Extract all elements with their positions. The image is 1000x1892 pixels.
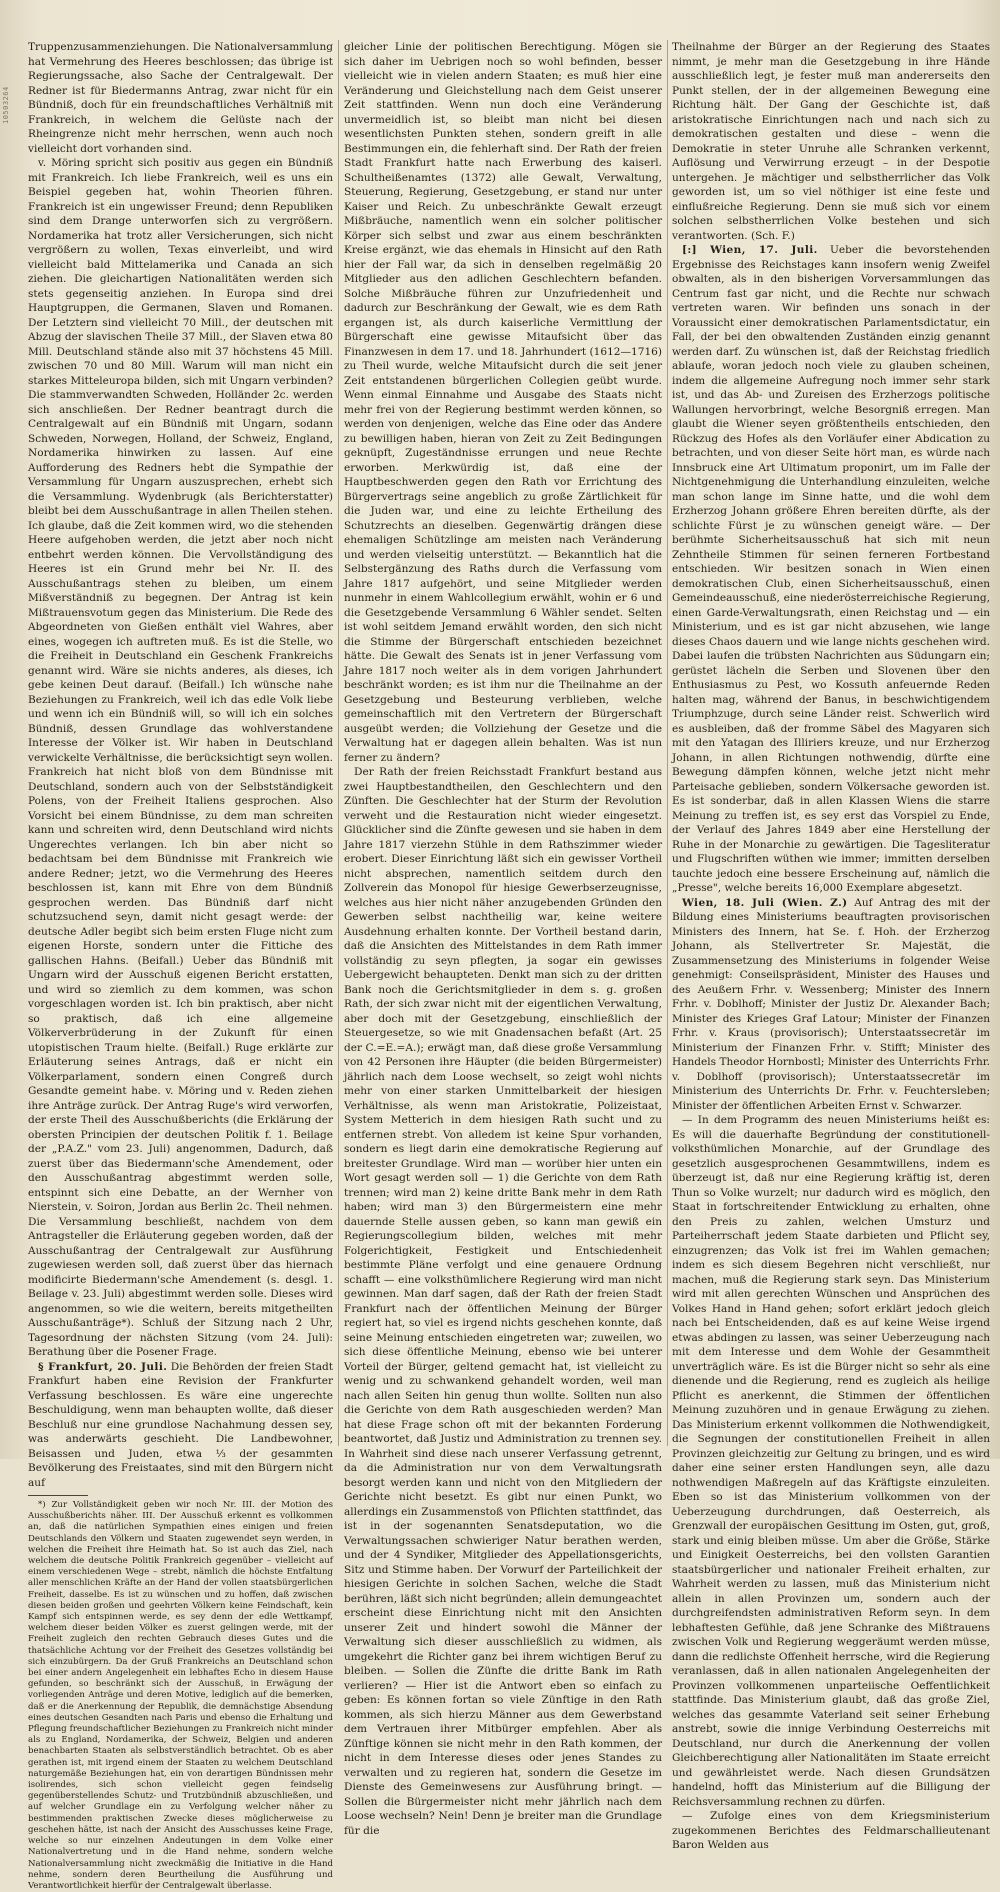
footnote-rule	[28, 1495, 88, 1496]
archive-number: 10503264	[2, 86, 10, 124]
paragraph: Theilnahme der Bürger an der Regierung des Staates nimmt, je mehr man die Gesetzgebung in ihre Hände ausschließlich legt, je fester muß man andererseits den Punkt stellen, der in der allgemeinen Bewegung eine Richtung hält. Der Gang der Geschichte ist, daß aristokratische Einrichtungen nach und nach sich zu demokratischen gestalten und diese – wenn die Demokratie in steter Unruhe alle Schranken verkennt, Auflösung und Verwirrung erzeugt – in der Despotie untergehen. Je mächtiger und selbstherrlicher das Volk geworden ist, um so viel nöthiger ist eine feste und einflußreiche Regierung. Denn sie muß sich vor einem solchen selbstherrlichen Volke bestehen und sich verantworten. (Sch. F.)	[672, 41, 990, 242]
paragraph: — Zufolge eines von dem Kriegsministerium zugekommenen Berichtes des Feldmarschallieutenant Baron Welden aus	[672, 1810, 990, 1851]
column-rule-left	[338, 40, 339, 1446]
article-frankfurt	[28, 1360, 333, 1491]
dateline: § Frankfurt, 20. Juli.	[38, 1360, 168, 1373]
paragraph: — In dem Programm des neuen Ministeriums heißt es: Es will die dauerhafte Begründung der constitutionell-volksthümlichen Monarchie, auf der Grundlage des gesetzlich ausgesprochenen Gesammtwillens, indem es überzeugt ist, daß nur eine Regierung kräftig ist, deren Thun so Volke wurzelt; nur dadurch wird es möglich, den Staat in fortschreitender Entwicklung zu erhalten, ohne den Preis zu zahlen, welchen Umsturz und Parteiherrschaft jedem Staate darbieten und Pflicht sey, einzugrenzen; das Volk ist frei im Wahlen gemachen; indem es sich diesem Begehren nicht verschließt, nur machen, muß die Regierung stark seyn. Das Ministerium wird mit allen gerechten Wünschen und Ansprüchen des Volkes Hand in Hand gehen; sofort erklärt jedoch gleich nach bei Entscheidenden, daß es auf keine Weise irgend etwas abdingen zu lassen, was seiner Ueberzeugung nach mit dem Interesse und dem Wohle der Gesammtheit unverträglich wäre. Es ist die Bürger nicht so sehr als eine dienende und die Regierung, rend es zugleich als heilige Pflicht es anerkennt, die Stimmen der öffentlichen Meinung zuzuhören und in genaue Erwägung zu ziehen. Das Ministerium erkennt vollkommen die Nothwendigkeit, die Segnungen der constitutionellen Freiheit in allen Provinzen gleichzeitig zur Geltung zu bringen, und es wird daher eine seiner ersten Handlungen seyn, alle dazu nothwendigen Maßregeln auf das Kräftigste einzuleiten. Eben so ist das Ministerium vollkommen von der Ueberzeugung durchdrungen, daß Oesterreich, als Grenzwall der europäischen Gesittung im Osten, gut, groß, stark und einig bleiben müsse. Um aber die Größe, Stärke und Einigkeit Oesterreichs, bei den vollsten Garantien staatsbürgerlicher und nationaler Freiheit erhalten, zur Wahrheit werden zu lassen, muß das Ministerium nicht allein in allen Provinzen um, sondern auch der durchgreifendsten administrativen Reform seyn. In dem lebhaftesten Gefühle, daß jene Schranke des Mißtrauens zwischen Volk und Regierung weggeräumt werden müsse, dann die redlichste Offenheit herrsche, wird die Regierung veranlassen, daß in allen nationalen Angelegenheiten der Provinzen vollkommenen unparteiische Oeffentlichkeit stattfinde. Das Ministerium glaubt, daß das große Ziel, welches das gesammte Vaterland seit seiner Erhebung anstrebt, sowie die innige Verbindung Oesterreichs mit Deutschland, nur durch die Anerkennung der vollen Gleichberechtigung aller Nationalitäten im Staate erreicht und gewährleistet werde. Nach diesen Grundsätzen handelnd, hofft das Ministerium auf die Billigung der Reichsversammlung rechnen zu dürfen.	[672, 1114, 990, 1808]
column-2	[344, 40, 662, 1837]
dateline: [:] Wien, 17. Juli.	[682, 244, 818, 256]
article-wien-18	[672, 896, 990, 1114]
paragraph: v. Möring spricht sich positiv aus gegen ein Bündniß mit Frankreich. Ich liebe Frankreich, weil es uns ein Beispiel gegeben hat, wohin Theorien führen. Frankreich ist ein ungewisser Freund; denn Republiken sind dem Drange unterworfen sich zu vergrößern. Nordamerika hat trotz aller Versicherungen, sich nicht vergrößern zu wollen, Texas einverleibt, und wird vielleicht bald Mittelamerika und Canada an sich ziehen. Die gleichartigen Nationalitäten werden sich stets gegenseitig anziehen. In Europa sind drei Hauptgruppen, die Germanen, Slaven und Romanen. Der Letztern sind vielleicht 70 Mill., der deutschen mit Abzug der slavischen Theile 37 Mill., der Slaven etwa 80 Mill. Deutschland stände also mit 37 höchstens 45 Mill. zwischen 70 und 80 Mill. Warum will man nicht ein starkes Mitteleuropa bilden, sich mit Ungarn verbinden? Die stammverwandten Schweden, Holländer 2c. werden sich anschließen. Der Redner beantragt durch die Centralgewalt auf ein Bündniß mit Ungarn, sodann Schweden, Norwegen, Holland, der Schweiz, England, Nordamerika hinwirken zu lassen. Auf eine Aufforderung des Redners hebt die Sympathie der Versammlung für Ungarn auszusprechen, erhebt sich die Versammlung. Wydenbrugk (als Berichterstatter) bleibt bei dem Ausschußantrage in allen Theilen stehen. Ich glaube, daß die Zeit kommen wird, wo die stehenden Heere aufgehoben werden, die jetzt aber noch nicht entbehrt werden können. Die Vervollständigung des Heeres ist ein Grund mehr bei Nr. II. des Ausschußantrags stehen zu bleiben, um einem Mißverständniß zu begegnen. Der Antrag ist kein Mißtrauensvotum gegen das Ministerium. Die Rede des Abgeordneten von Gießen enthält viel Wahres, aber eines, wogegen ich auftreten muß. Es ist die Stelle, wo die Freiheit in Deutschland ein Geschenk Frankreichs genannt wird. Wäre sie nichts anderes, als dieses, ich gebe keinen Deut darauf. (Beifall.) Ich wünsche nahe Beziehungen zu Frankreich, weil ich das edle Volk liebe und wenn ich ein Bündniß will, so will ich ein solches Bündniß, dessen Grundlage das wohlverstandene Interesse der Völker ist. Wir haben in Deutschland verwickelte Verhältnisse, die berücksichtigt seyn wollen. Frankreich hat nicht bloß von dem Bündnisse mit Deutschland, sondern auch von der Selbstständigkeit Polens, von der Freiheit Italiens gesprochen. Also Vorsicht bei einem Bündnisse, zu dem man schreiten kann und schreiten wird, denn Deutschland wird nichts Ungerechtes verlangen. Ich bin aber nicht so bedachtsam bei dem Bündnisse mit Frankreich wie andere Redner; jetzt, wo die Vermehrung des Heeres beschlossen ist, kann mit Ehre von dem Bündniß gesprochen werden. Das Bündniß darf nicht schutzsuchend seyn, damit nicht gesagt werde: der deutsche Adler begibt sich beim ersten Fluge nicht zum eigenen Horste, sondern unter die Fittiche des gallischen Hahns. (Beifall.) Ueber das Bündniß mit Ungarn wird der Ausschuß eigenen Bericht erstatten, und wird so ziemlich zu dem kommen, was schon vorgeschlagen worden ist. Ich bin praktisch, aber nicht so praktisch, daß ich eine allgemeine Völkerverbrüderung in der Zukunft für einen utopistischen Traum hielte. (Beifall.) Ruge erklärte zur Erläuterung seines Antrags, daß er nicht ein Völkerparlament, sondern einen Congreß durch Gesandte gemeint habe. v. Möring und v. Reden ziehen ihre Anträge zurück. Der Antrag Ruge's wird verworfen, der erste Theil des Ausschußberichts (die Erklärung der obersten Principien der deutschen Politik f. 1. Beilage der „P.A.Z." vom 23. Juli) angenommen, Dadurch, daß zuerst über das Biedermann'sche Amendement, oder den Ausschußantrag abgestimmt werden solle, entspinnt sich eine Debatte, an der Wernher von Nierstein, v. Soiron, Jordan aus Berlin 2c. Theil nehmen. Die Versammlung beschließt, nachdem von dem Antragsteller die Erläuterung gegeben worden, daß der Ausschußantrag der Centralgewalt zur Ausführung zugewiesen werden soll, daß zuerst über das hiernach modificirte Biedermann'sche Amendement (s. desgl. 1. Beilage v. 23. Juli) abgestimmt werden solle. Dieses wird angenommen, so wie die weitern, bereits mitgetheilten Ausschußanträge*). Schluß der Sitzung nach 2 Uhr, Tagesordnung der nächsten Sitzung (vom 24. Juli): Berathung über die Posener Frage.	[28, 157, 333, 1358]
footnote-text: *) Zur Vollständigkeit geben wir noch Nr. III. der Motion des Ausschußberichts näher. III. Der Ausschuß erkennt es vollkommen an, daß die natürlichen Sympathien eines einigen und freien Deutschlands den Völkern und Staaten zugewendet seyn werden, in welchen die Freiheit ihre Heimath hat. So ist auch das Ziel, nach welchem die deutsche Politik Frankreich gegenüber – vielleicht auf einem verschiedenen Wege – strebt, nämlich die höchste Entfaltung aller menschlichen Kräfte an der Hand der vollen staatsbürgerlichen Freiheit, dasselbe. Es ist zu wünschen und zu hoffen, daß zwischen diesen beiden großen und geehrten Völkern keine Feindschaft, kein Kampf sich entspinnen werde, es sey denn der edle Wettkampf, welchem dieser beiden Völker es zuerst gelingen werde, mit der Freiheit zugleich den rechten Gebrauch dieses Gutes und die thatsächliche Achtung vor der Freiheit des Gesetzes vollständig bei sich einzubürgern. Da der Gruß Frankreichs an Deutschland schon bei einer andern Angelegenheit ein lebhaftes Echo in diesem Hause gefunden, so beschränkt sich der Ausschuß, in Erwägung der vorliegenden Anträge und deren Motive, lediglich auf die bemerken, daß er die Anerkennung der Republik, die demnächstige Absendung eines deutschen Gesandten nach Paris und ebenso die Erhaltung und Pflegung freundschaftlicher Beziehungen zu Frankreich nicht minder als zu England, Nordamerika, der Schweiz, Belgien und anderen benachbarten Staaten als selbstverständlich betrachtet. Ob es aber gerathen ist, mit irgend einem der Staaten zu welchem Deutschland naturgemäße Beziehungen hat, ein von derartigen Bündnissen mehr isolirendes, sich schon vielleicht gegen feindselig gegenüberstellendes Schutz- und Trutzbündniß abzuschließen, und auf welcher Grundlage ein zu Verfolgung welcher näher zu bestimmenden praktischen Zwecke dieses möglicherweise zu geschehen hätte, ist nach der Ansicht des Ausschusses keine Frage, welche so nur einzelnen Andeutungen in dem Volke einer Nationalvertretung und in die Hand nehme, sondern welche Nationalversammlung nicht zweckmäßig die Initiative in die Hand nehme, sondern deren Beurtheilung die Ausführung und Verantwortlichkeit hierfür der Centralgewalt überlasse.	[28, 1500, 333, 1891]
paragraph: Truppenzusammenziehungen. Die Nationalversammlung hat Vermehrung des Heeres beschlossen; das übrige ist Regierungssache, also Sache der Centralgewalt. Der Redner ist für Biedermanns Antrag, zwar nicht für ein Bündniß, doch für ein freundschaftliches Verhältniß mit Frankreich, in welchem die Gelüste nach der Rheingrenze nicht mehr herrschen, wenn auch noch vielleicht dort vorhanden sind.	[28, 41, 333, 155]
column-3	[672, 40, 990, 1851]
dateline: Wien, 18. Juli (Wien. Z.)	[682, 896, 848, 909]
paragraph: gleicher Linie der politischen Berechtigung. Mögen sie sich daher im Uebrigen noch so wohl befinden, besser vielleicht wie in vielen andern Staaten; es muß hier eine Veränderung und Gleichstellung nach dem Geist unserer Zeit stattfinden. Wenn nun doch eine Veränderung unvermeidlich ist, so bleibt man nicht bei diesen wesentlichsten Punkten stehen, sondern greift in alle Bestimmungen ein, die fehlerhaft sind. Der Rath der freien Stadt Frankfurt hatte nach Erwerbung des kaiserl. Schultheißenamtes (1372) alle Gewalt, Verwaltung, Steuerung, Regierung, Gesetzgebung, er stand nur unter Kaiser und Reich. Zu unbeschränkte Gewalt erzeugt Mißbräuche, namentlich wenn ein solcher politischer Körper sich selbst und zwar aus einem beschränkten Kreise ergänzt, wie das ehemals in Hinsicht auf den Rath hier der Fall war, da sich in denselben regelmäßig 20 Mitglieder aus den adlichen Geschlechtern befanden. Solche Mißbräuche führen zur Unzufriedenheit und dadurch zur Beschränkung der Gewalt, wie es dem Rath ergangen ist, als durch kaiserliche Vermittlung der Bürgerschaft eine gewisse Mitaufsicht über das Finanzwesen in dem 17. und 18. Jahrhundert (1612—1716) zu Theil wurde, welche Mitaufsicht durch die seit jener Zeit entstandenen bürgerlichen Collegien geübt wurde. Wenn einmal Einnahme und Ausgabe des Staats nicht mehr frei von der Regierung bestimmt werden können, so werden von denjenigen, welche das Eine oder das Andere zu bewilligen haben, hieran von Zeit zu Zeit Bedingungen geknüpft, Zugeständnisse errungen und neue Rechte erworben. Merkwürdig ist, daß eine der Hauptbeschwerden gegen den Rath vor Errichtung des Bürgervertrags seine angeblich zu große Zärtlichkeit für die Juden war, und eine zu leichte Ertheilung des Schutzrechts an dieselben. Gegenwärtig drängen diese ehemaligen Schützlinge am meisten nach Veränderung und werden vielseitig unterstützt. — Bekanntlich hat die Selbstergänzung des Raths durch die Verfassung vom Jahre 1817 aufgehört, und seine Mitglieder werden nunmehr in einem Wahlcollegium erwählt, wohin er 6 und die Gesetzgebende Versammlung 6 Wähler sendet. Selten ist wohl seitdem Jemand erwählt worden, den sich nicht die Stimme der Bürgerschaft entschieden bezeichnet hätte. Die Gewalt des Senats ist in jener Verfassung vom Jahre 1817 noch weiter als in dem vorigen Jahrhundert beschränkt worden; es ist ihm nur die Theilnahme an der Gesetzgebung und Besteurung verblieben, welche gemeinschaftlich mit den Vertretern der Bürgerschaft ausgeübt werden; die Vollziehung der Gesetze und die Verwaltung hat er dagegen allein behalten. Was ist nun ferner zu ändern?	[344, 41, 662, 764]
article-body: Ueber die bevorstehenden Ergebnisse des Reichstages kann insofern wenig Zweifel obwalten, als in den bisherigen Vorversammlungen das Centrum fast gar nicht, und die Rechte nur schwach vertreten waren. Wir befinden uns sonach in der Voraussicht einer demokratischen Parlamentsdictatur, ein Fall, der bei den obwaltenden Zuständen einzig genannt werden darf. Zu wünschen ist, daß der Reichstag friedlich ablaufe, woran jedoch noch viele zu glauben scheinen, indem die allgemeine Aufregung noch immer sehr stark ist, und das Ab- und Zureisen des Erzherzogs politische Wallungen hervorbringt, welche Besorgniß erregen. Man glaubt die Wiener seyen größtentheils entschieden, den Rückzug des Hofes als den Vorläufer einer Abdication zu betrachten, und von dieser Seite hört man, es würde nach Innsbruck eine Art Ultimatum proponirt, um im Falle der Nichtgenehmigung die Unterhandlung einzuleiten, welche man schon lange im Sinne hatte, und die wohl dem Erzherzog Johann größere Ehren bereiten dürfte, als der schlichte Fürst je zu wünschen geneigt wäre. — Der berühmte Sicherheitsausschuß hat sich mit neun Zehntheile Stimmen für seinen ferneren Fortbestand entschieden. Wir besitzen sonach in Wien einen demokratischen Club, einen Sicherheitsausschuß, einen Gemeindeausschuß, eine niederösterreichische Regierung, einen Garde-Verwaltungsrath, einen Reichstag und — ein Ministerium, und es ist gar nicht abzusehen, wie lange dieses Chaos dauern und wie lange nichts geschehen wird. Dabei laufen die trübsten Nachrichten aus Südungarn ein; gerüstet lächeln die Serben und Slovenen über den Enthusiasmus zu Pest, wo Kossuth anfeuernde Reden halten mag, während der Banus, in beschwichtigendem Triumphzuge, durch seine Länder reist. Schwerlich wird es ausbleiben, daß der fromme Säbel des Magyaren sich mit den Yatagan des Illiriers kreuze, und nur Erzherzog Johann, in allen Richtungen nothwendig, dürfte eine Bewegung dämpfen können, welche jetzt nicht mehr Parteisache geblieben, sondern Völkersache geworden ist. Es ist sonderbar, daß in allen Klassen Wiens die starre Meinung zu treffen ist, es sey erst das Vorspiel zu Ende, der Verlauf des Jahres 1849 aber eine Herstellung der Ruhe in der Monarchie zu gewärtigen. Die Tagesliteratur und Flugschriften wüthen wie immer; immitten derselben tauchte jedoch eine bessere Erscheinung auf, nämlich die „Presse", welche bereits 16,000 Exemplare abgesetzt.	[672, 244, 990, 894]
footnote	[28, 1500, 333, 1892]
article-body: Auf Antrag des mit der Bildung eines Ministeriums beauftragten provisorischen Ministers des Innern, hat Se. f. Hoh. der Erzherzog Johann, als Stellvertreter Sr. Majestät, die Zusammensetzung des Ministeriums in folgender Weise genehmigt: Conseilspräsident, Minister des Hauses und des Aeußern Frhr. v. Wessenberg; Minister des Innern Frhr. v. Doblhoff; Minister der Justiz Dr. Alexander Bach; Minister des Krieges Graf Latour; Minister der Finanzen Frhr. v. Kraus (provisorisch); Unterstaatssecretär im Ministerium der Finanzen Frhr. v. Stifft; Minister des Handels Theodor Hornbostl; Minister des Unterrichts Frhr. v. Doblhoff (provisorisch); Unterstaatssecretär im Ministerium des Unterrichts Dr. Frhr. v. Feuchtersleben; Minister der öffentlichen Arbeiten Ernst v. Schwarzer.	[672, 896, 990, 1112]
article-wien-17	[672, 243, 990, 896]
paragraph: Der Rath der freien Reichsstadt Frankfurt bestand aus zwei Hauptbestandtheilen, den Geschlechtern und den Zünften. Die Geschlechter hat der Sturm der Revolution verweht und die Restauration nicht wieder eingesetzt. Glücklicher sind die Zünfte gewesen und sie haben in dem Jahre 1817 vierzehn Stühle in dem Rathszimmer wieder erobert. Dieser Einrichtung läßt sich ein gewisser Vortheil nicht absprechen, namentlich seitdem durch den Zollverein das Monopol für hiesige Gewerbserzeugnisse, welches aus hier nicht näher anzugebenden Gründen den Gewerben selbst nachtheilig war, keine weitere Ausdehnung erhalten konnte. Der Vortheil bestand darin, daß die Ansichten des Mittelstandes in dem Rath immer vollständig zu seyn pflegten, ja sogar ein gewisses Uebergewicht behaupteten. Denkt man sich zu der dritten Bank noch die Gerichtsmitglieder in dem s. g. großen Rath, der sich zwar nicht mit der eigentlichen Verwaltung, aber doch mit der Gesetzgebung, einschließlich der Steuergesetze, so wie mit Gnadensachen befaßt (Art. 25 der C.=E.=A.); erwägt man, daß diese große Versammlung von 42 Personen ihre Häupter (die beiden Bürgermeister) jährlich nach dem Loose wechselt, so zeigt wohl nichts mehr von einer starken Unmittelbarkeit der hiesigen Verhältnisse, als wenn man Aristokratie, Polizeistaat, System Metterich in dem hiesigen Rath sucht und zu entfernen strebt. Von alledem ist keine Spur vorhanden, sondern es liegt darin eine demokratische Regierung auf breitester Grundlage. Wird man — worüber hier unten ein Wort gesagt werden soll — 1) die Gerichte von dem Rath trennen; wird man 2) keine dritte Bank mehr in dem Rath haben; wird man 3) den Bürgermeistern eine mehr dauernde Stelle aussen geben, so kann man gewiß ein Regierungscollegium bilden, welches mit mehr Folgerichtigkeit, Festigkeit und Entschiedenheit bestimmte Pläne verfolgt und eine genauere Ordnung schafft — eine volksthümlichere Regierung wird man nicht gewinnen. Man darf sagen, daß der Rath der freien Stadt Frankfurt nach der öffentlichen Meinung der Bürger regiert hat, so viel es irgend nichts geschehen konnte, daß seine Meinung entschieden eingetreten war; zuweilen, wo sich diese öffentliche Meinung, ebenso wie bei unterer Vorteil der Bürger, geltend gemacht hat, ist vielleicht zu wenig und zu schwankend gehandelt worden, weil man nach allen Seiten hin genug thun wollte. Sollten nun also die Gerichte von dem Rath ausgeschieden werden? Man hat diese Frage schon oft mit der bekannten Forderung beantwortet, daß Justiz und Administration zu trennen sey. In Wahrheit sind diese nach unserer Verfassung getrennt, da die Administration nur von dem Verwaltungsrath besorgt werden kann und nicht von den Mitgliedern der Gerichte nicht besetzt. Es gibt nur einen Punkt, wo allerdings ein Zusammenstoß von Pflichten stattfindet, das ist in der sogenannten Senatsdeputation, wo die Verwaltungssachen schwieriger Natur berathen werden, und der 4 Syndiker, Mitglieder des Appellationsgerichts, Sitz und Stimme haben. Der Vorwurf der Parteilichkeit der hiesigen Gerichte in solchen Sachen, welche die Stadt berühren, läßt sich nicht begründen; allein demungeachtet erscheint diese Einrichtung nicht mit den Ansichten unserer Zeit und hindert sowohl die Männer der Verwaltung sich dieser ausschließlich zu widmen, als umgekehrt die Richter ganz bei ihrem wichtigen Beruf zu bleiben. — Sollen die Zünfte die dritte Bank im Rath verlieren? — Hier ist die Antwort eben so einfach zu geben: Es können fortan so viele Zünftige in den Rath kommen, als sich hierzu Männer aus dem Gewerbstand dem Vertrauen ihrer Mitbürger empfehlen. Aber als Zünftige können sie nicht mehr in den Rath kommen, der nicht in dem Interesse dieses oder jenes Standes zu verwalten und zu regieren hat, sondern die Gesetze im Dienste des Gemeinwesens zur Ausführung bringt. — Sollen die Bürgermeister nicht mehr jährlich nach dem Loose wechseln? Nein! Denn je breiter man die Grundlage für die	[344, 766, 662, 1837]
article-body: Die Behörden der freien Stadt Frankfurt haben eine Revision der Frankfurter Verfassung beschlossen. Es wäre eine ungerechte Beschuldigung, wenn man behaupten wollte, daß dieser Beschluß nur eine grundlose Nachahmung dessen sey, was anderwärts geschieht. Die Landbewohner, Beisassen und Juden, etwa ⅓ der gesammten Bevölkerung des Freistaates, sind mit den Bürgern nicht auf	[28, 1360, 333, 1489]
column-rule-right	[667, 40, 668, 1446]
column-1	[28, 40, 333, 1891]
